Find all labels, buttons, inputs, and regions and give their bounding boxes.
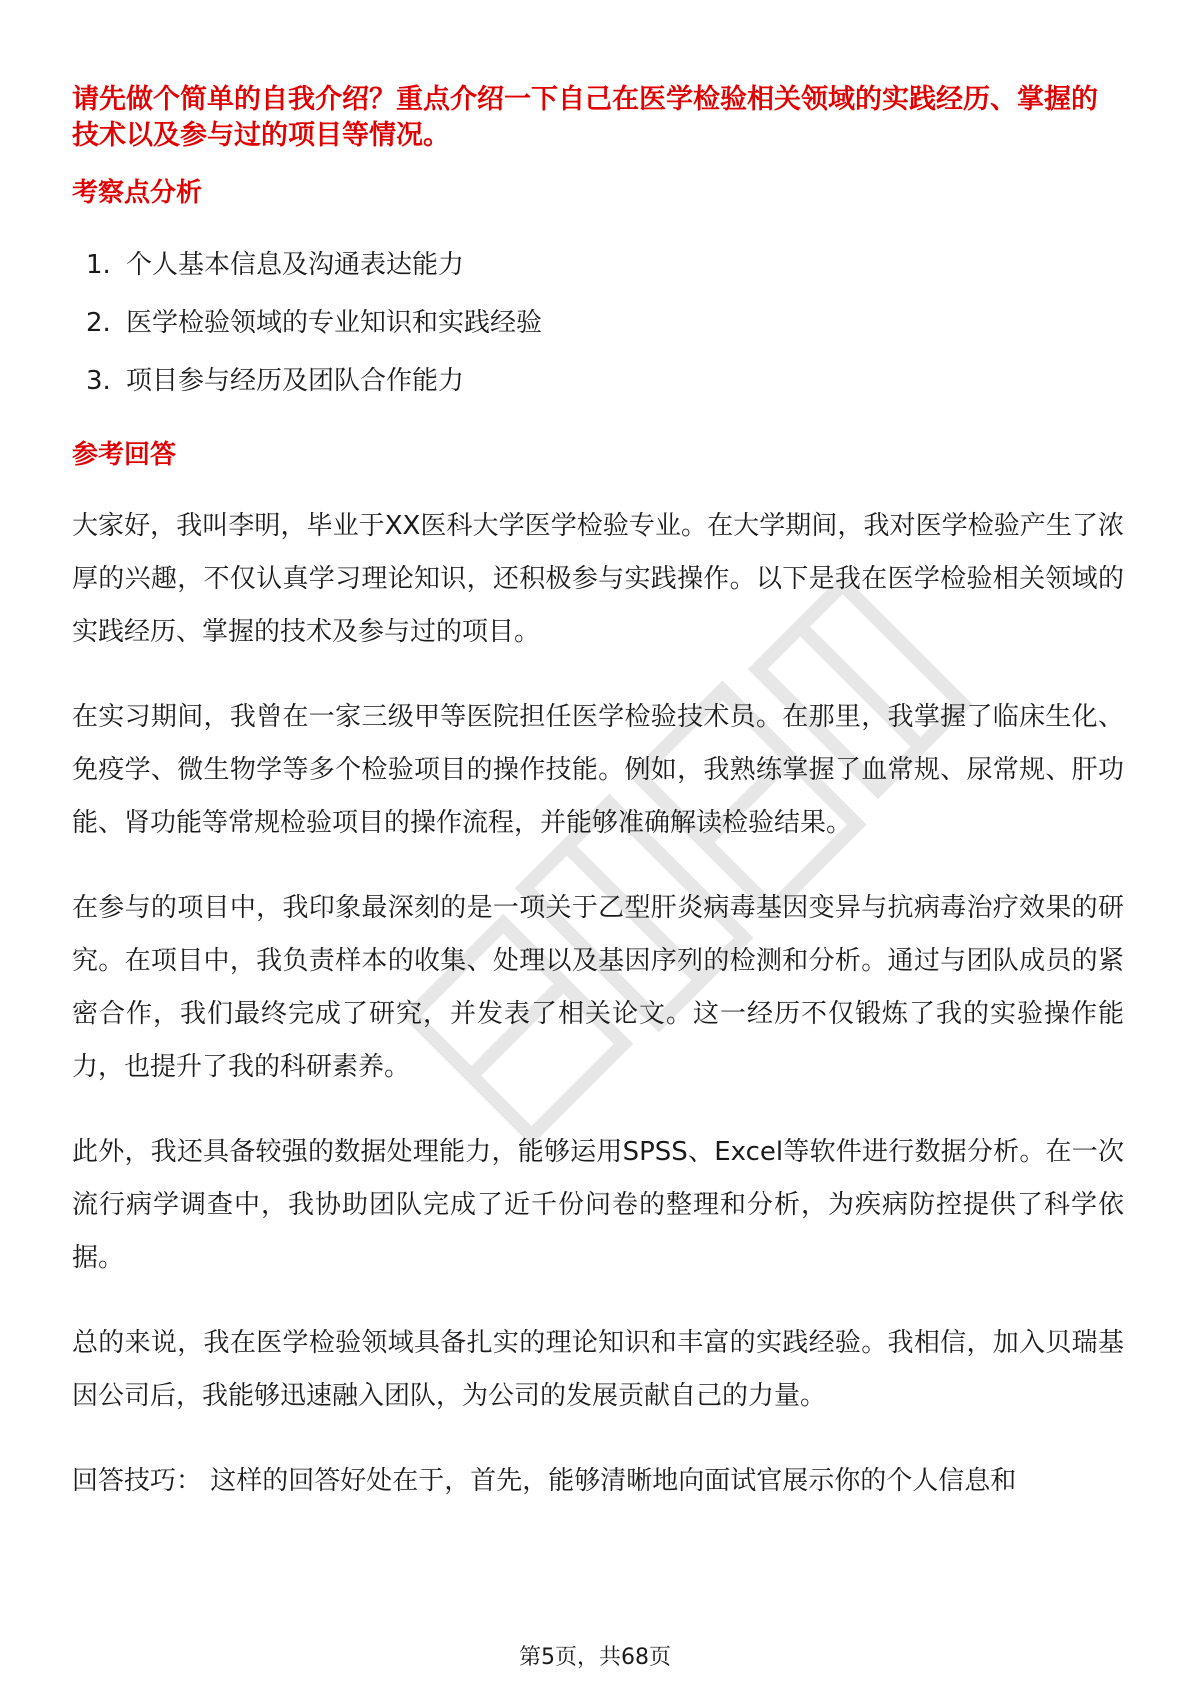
list-item — [72, 294, 1124, 352]
list-item-number: 1. — [86, 250, 111, 280]
analysis-list — [72, 236, 1124, 410]
list-item-text: 医学检验领域的专业知识和实践经验 — [126, 308, 543, 338]
document-page — [72, 82, 1124, 1540]
page-number: 第5页，共68页 — [519, 1645, 671, 1670]
answer-tip-paragraph: 回答技巧： 这样的回答好处在于，首先，能够清晰地向面试官展示你的个人信息和 — [72, 1466, 1017, 1496]
list-item-number: 2. — [86, 308, 111, 338]
list-item-number: 3. — [86, 366, 111, 396]
analysis-heading: 考察点分析 — [72, 178, 203, 208]
answer-paragraph: 在实习期间，我曾在一家三级甲等医院担任医学检验技术员。在那里，我掌握了临床生化、免疫学、微生物学等多个检验项目的操作技能。例如，我熟练掌握了血常规、尿常规、肝功能、肾功能等常规检验项目的操作流程，并能够准确解读检验结果。 — [72, 702, 1124, 838]
answer-heading: 参考回答 — [72, 440, 177, 470]
answer-paragraph: 此外，我还具备较强的数据处理能力，能够运用SPSS、Excel等软件进行数据分析。在一次流行病学调查中，我协助团队完成了近千份问卷的整理和分析，为疾病防控提供了科学依据。 — [72, 1137, 1124, 1273]
answer-paragraph: 总的来说，我在医学检验领域具备扎实的理论知识和丰富的实践经验。我相信，加入贝瑞基因公司后，我能够迅速融入团队，为公司的发展贡献自己的力量。 — [72, 1328, 1124, 1411]
list-item — [72, 352, 1124, 410]
answer-paragraph: 在参与的项目中，我印象最深刻的是一项关于乙型肝炎病毒基因变异与抗病毒治疗效果的研究。在项目中，我负责样本的收集、处理以及基因序列的检测和分析。通过与团队成员的紧密合作，我们最终完成了研究，并发表了相关论文。这一经历不仅锻炼了我的实验操作能力，也提升了我的科研素养。 — [72, 893, 1124, 1082]
list-item-text: 项目参与经历及团队合作能力 — [126, 366, 465, 396]
answer-paragraph: 大家好，我叫李明，毕业于XX医科大学医学检验专业。在大学期间，我对医学检验产生了浓厚的兴趣，不仅认真学习理论知识，还积极参与实践操作。以下是我在医学检验相关领域的实践经历、掌握的技术及参与过的项目。 — [72, 511, 1124, 647]
list-item-text: 个人基本信息及沟通表达能力 — [126, 250, 465, 280]
interview-question: 请先做个简单的自我介绍？重点介绍一下自己在医学检验相关领域的实践经历、掌握的技术以及参与过的项目等情况。 — [72, 84, 1098, 151]
list-item — [72, 236, 1124, 294]
